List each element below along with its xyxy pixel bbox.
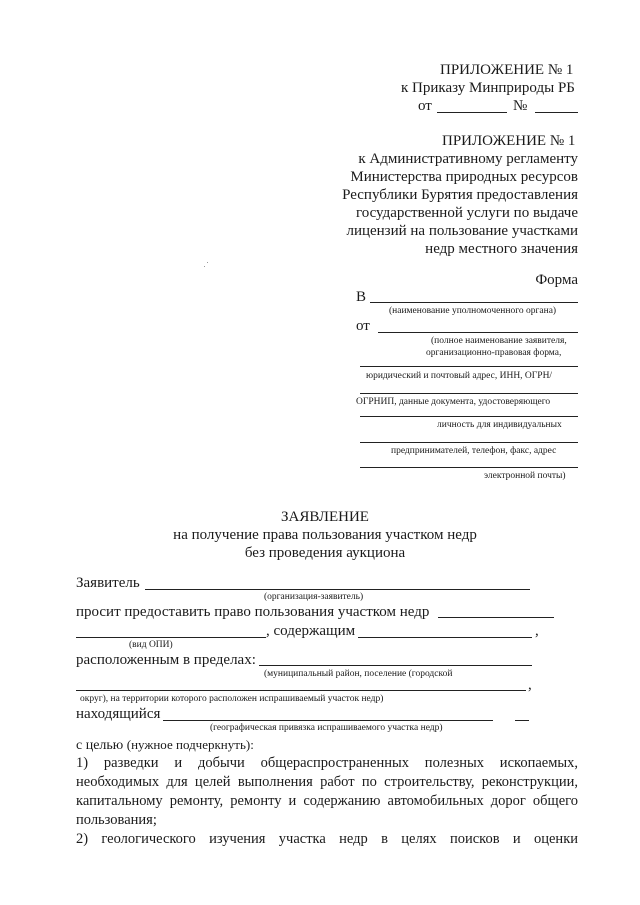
located-line-1 [259, 665, 532, 666]
appendix2-line-6: недр местного значения [425, 241, 578, 257]
from-line-4 [360, 416, 578, 417]
located-comma: , [528, 677, 532, 693]
from-hint-5: личность для индивидуальных [437, 420, 562, 430]
request-text: просит предоставить право пользования участком недр [76, 604, 430, 620]
applicant-label: Заявитель [76, 575, 140, 591]
appendix1-date-line [437, 112, 507, 113]
containing-comma: , [535, 623, 539, 639]
appendix2-line-2: Министерства природных ресурсов [350, 169, 578, 185]
appendix1-number-line [535, 112, 578, 113]
appendix2-line-4: государственной услуги по выдаче [355, 205, 578, 221]
appendix2-line-1: к Административному регламенту [358, 151, 578, 167]
to-hint: (наименование уполномоченного органа) [389, 306, 557, 316]
scan-speck [204, 266, 205, 267]
appendix2-title: ПРИЛОЖЕНИЕ № 1 [442, 133, 576, 149]
containing-text: , содержащим [266, 623, 356, 639]
situated-line [163, 720, 493, 721]
opi-line [76, 637, 266, 638]
appendix2-line-3: Республики Бурятия предоставления [342, 187, 578, 203]
from-line-2 [360, 366, 578, 367]
statement-subtitle-2: без проведения аукциона [244, 545, 406, 561]
from-hint-3: юридический и почтовый адрес, ИНН, ОГРН/ [366, 371, 553, 381]
situated-line-end [515, 720, 529, 721]
form-label: Форма [535, 272, 578, 288]
statement-subtitle-1: на получение права пользования участком недр [173, 527, 477, 543]
appendix1-title: ПРИЛОЖЕНИЕ № 1 [440, 62, 574, 78]
from-line-6 [360, 467, 578, 468]
purpose-item-1: 1) разведки и добычи общераспространенных полезных ископаемых, необходимых для целей выполнения работ по строительству, реконструкции, капитальному ремонту, ремонту и содержанию автомобильных дорог общего пользования; [76, 755, 578, 828]
appendix1-number-sign: № [513, 98, 528, 114]
from-line-3 [360, 393, 578, 394]
applicant-line [145, 589, 530, 590]
located-line-2 [76, 690, 526, 691]
from-prefix: от [356, 318, 370, 334]
from-hint-6: предпринимателей, телефон, факс, адрес [391, 446, 557, 456]
containing-line [358, 637, 532, 638]
from-hint-4: ОГРНИП, данные документа, удостоверяющего [356, 397, 551, 407]
appendix1-order: к Приказу Минприроды РБ [401, 80, 575, 96]
from-hint-1: (полное наименование заявителя, [431, 336, 567, 346]
purpose-label: с целью [76, 738, 124, 753]
situated-text: находящийся [76, 706, 161, 722]
statement-title: ЗАЯВЛЕНИЕ [281, 509, 369, 525]
located-hint-1: (муниципальный район, поселение (городской [264, 669, 453, 679]
from-line-1 [378, 332, 578, 333]
from-hint-7: электронной почты) [484, 471, 566, 481]
from-hint-2: организационно-правовая форма, [426, 348, 562, 358]
request-line [438, 617, 554, 618]
situated-hint: (географическая привязка испрашиваемого участка недр) [210, 723, 443, 733]
purpose-line [76, 737, 254, 754]
purpose-hint: (нужное подчеркнуть): [126, 737, 254, 752]
opi-hint: (вид ОПИ) [129, 640, 173, 650]
to-line [370, 302, 578, 303]
to-prefix: В [356, 289, 367, 305]
appendix2-line-5: лицензий на пользование участками [346, 223, 578, 239]
purpose-item-2: 2) геологического изучения участка недр в целях поисков и оценки [76, 831, 578, 847]
located-text: расположенным в пределах: [76, 652, 256, 668]
appendix1-date-from: от [418, 98, 432, 114]
from-line-5 [360, 442, 578, 443]
applicant-hint: (организация-заявитель) [264, 592, 364, 602]
located-hint-2: округ), на территории которого расположен испрашиваемый участок недр) [80, 694, 384, 704]
scan-speck [207, 262, 208, 263]
